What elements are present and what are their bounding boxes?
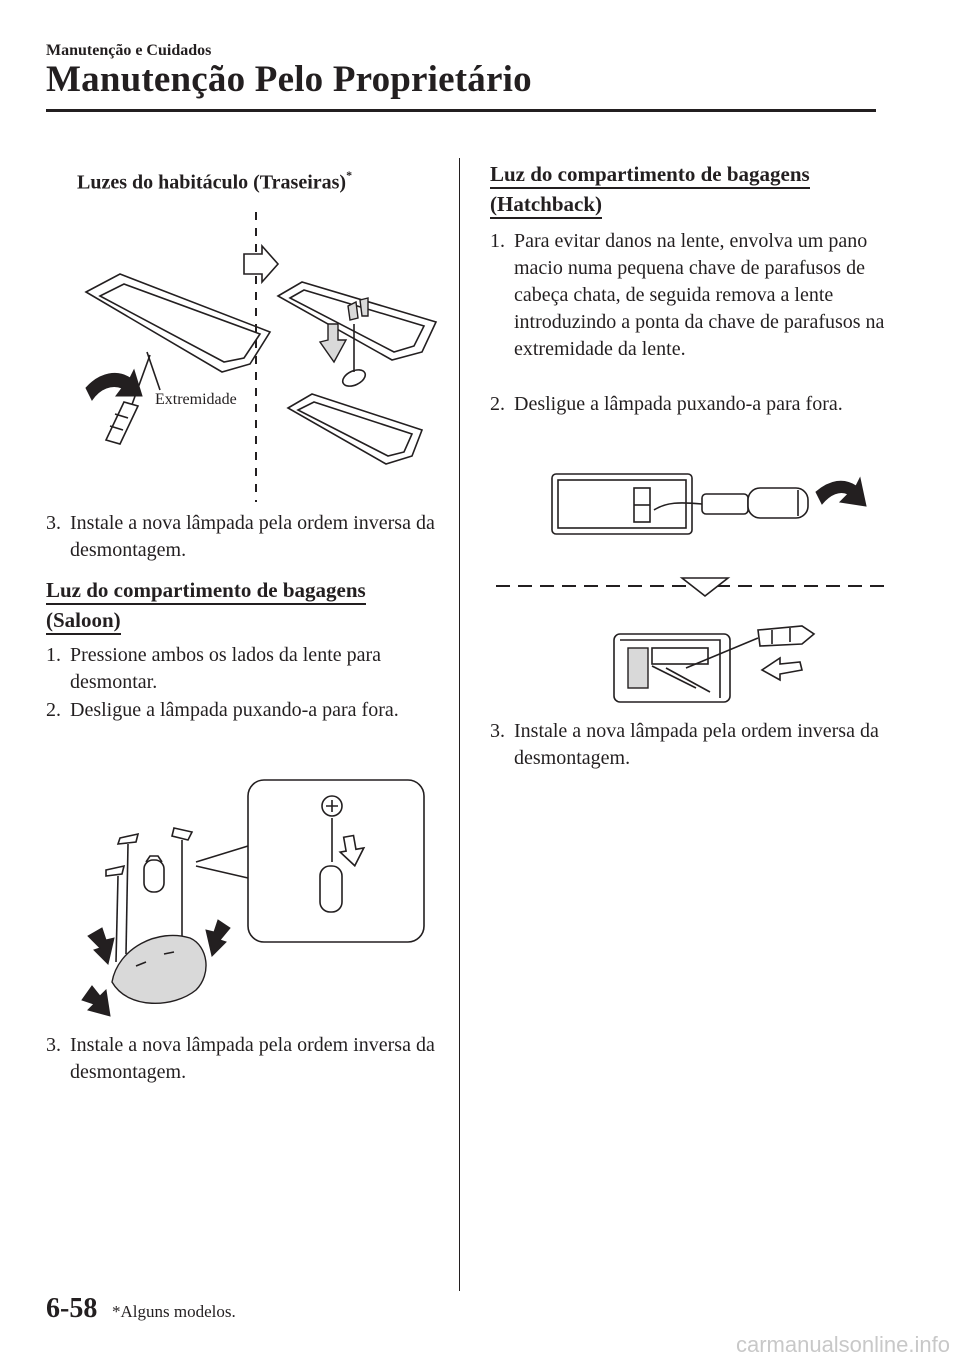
housing-right xyxy=(278,282,436,360)
saloon-step-2: 2. Desligue a lâmpada puxando-a para fora. xyxy=(46,699,399,721)
rear-lights-title: Luzes do habitáculo (Traseiras)* xyxy=(77,168,353,194)
bulb-icon xyxy=(144,860,164,892)
right-arrow-icon xyxy=(244,246,278,282)
pull-arrow-icon xyxy=(762,658,802,680)
lens-frame-left xyxy=(86,274,270,372)
press-arrow-bottom-icon xyxy=(82,986,110,1016)
hatch-step-3: 3. Instale a nova lâmpada pela ordem inversa da desmontagem. xyxy=(490,720,879,769)
hatch-step-1: 1. Para evitar danos na lente, envolva um pano macio numa pequena chave de parafusos de cabeça chata, de seguida remova a lente introduzindo a ponta da chave de parafusos na extremidade da lente. xyxy=(490,230,885,360)
page-title: Manutenção Pelo Proprietário xyxy=(46,59,532,100)
callout-line xyxy=(147,352,160,390)
press-arrow-left-icon xyxy=(88,928,114,964)
detail-bulb-icon xyxy=(320,866,342,912)
saloon-step-1: 1. Pressione ambos os lados da lente para desmontar. xyxy=(46,644,382,693)
title-rule xyxy=(46,109,876,112)
curved-arrow-icon xyxy=(816,478,866,506)
column-divider xyxy=(459,158,460,1291)
rear-light-illustration xyxy=(72,212,442,502)
saloon-step-3: 3. Instale a nova lâmpada pela ordem inversa da desmontagem. xyxy=(46,1034,435,1083)
saloon-light-illustration xyxy=(78,778,428,1018)
watermark: carmanualsonline.info xyxy=(735,1332,950,1357)
footnote: *Alguns modelos. xyxy=(112,1302,236,1321)
section-label: Manutenção e Cuidados xyxy=(46,42,212,59)
page-number: 6-58 xyxy=(46,1293,98,1324)
bulb-icon xyxy=(758,626,814,646)
asterisk: * xyxy=(346,168,353,182)
housing xyxy=(614,634,730,702)
hatch-step-2: 2. Desligue a lâmpada puxando-a para fora. xyxy=(490,393,843,415)
hatch-light-illustration xyxy=(496,462,886,712)
curved-arrow-icon xyxy=(86,370,142,400)
press-arrow-right-icon xyxy=(206,920,230,956)
saloon-heading: Luz do compartimento de bagagens (Saloon) xyxy=(46,575,456,635)
rear-step-3: 3. Instale a nova lâmpada pela ordem inversa da desmontagem. xyxy=(46,512,435,561)
screwdriver-icon xyxy=(106,355,150,444)
hatchback-heading: Luz do compartimento de bagagens (Hatchback) xyxy=(490,159,910,219)
callout-extremidade: Extremidade xyxy=(155,391,237,408)
